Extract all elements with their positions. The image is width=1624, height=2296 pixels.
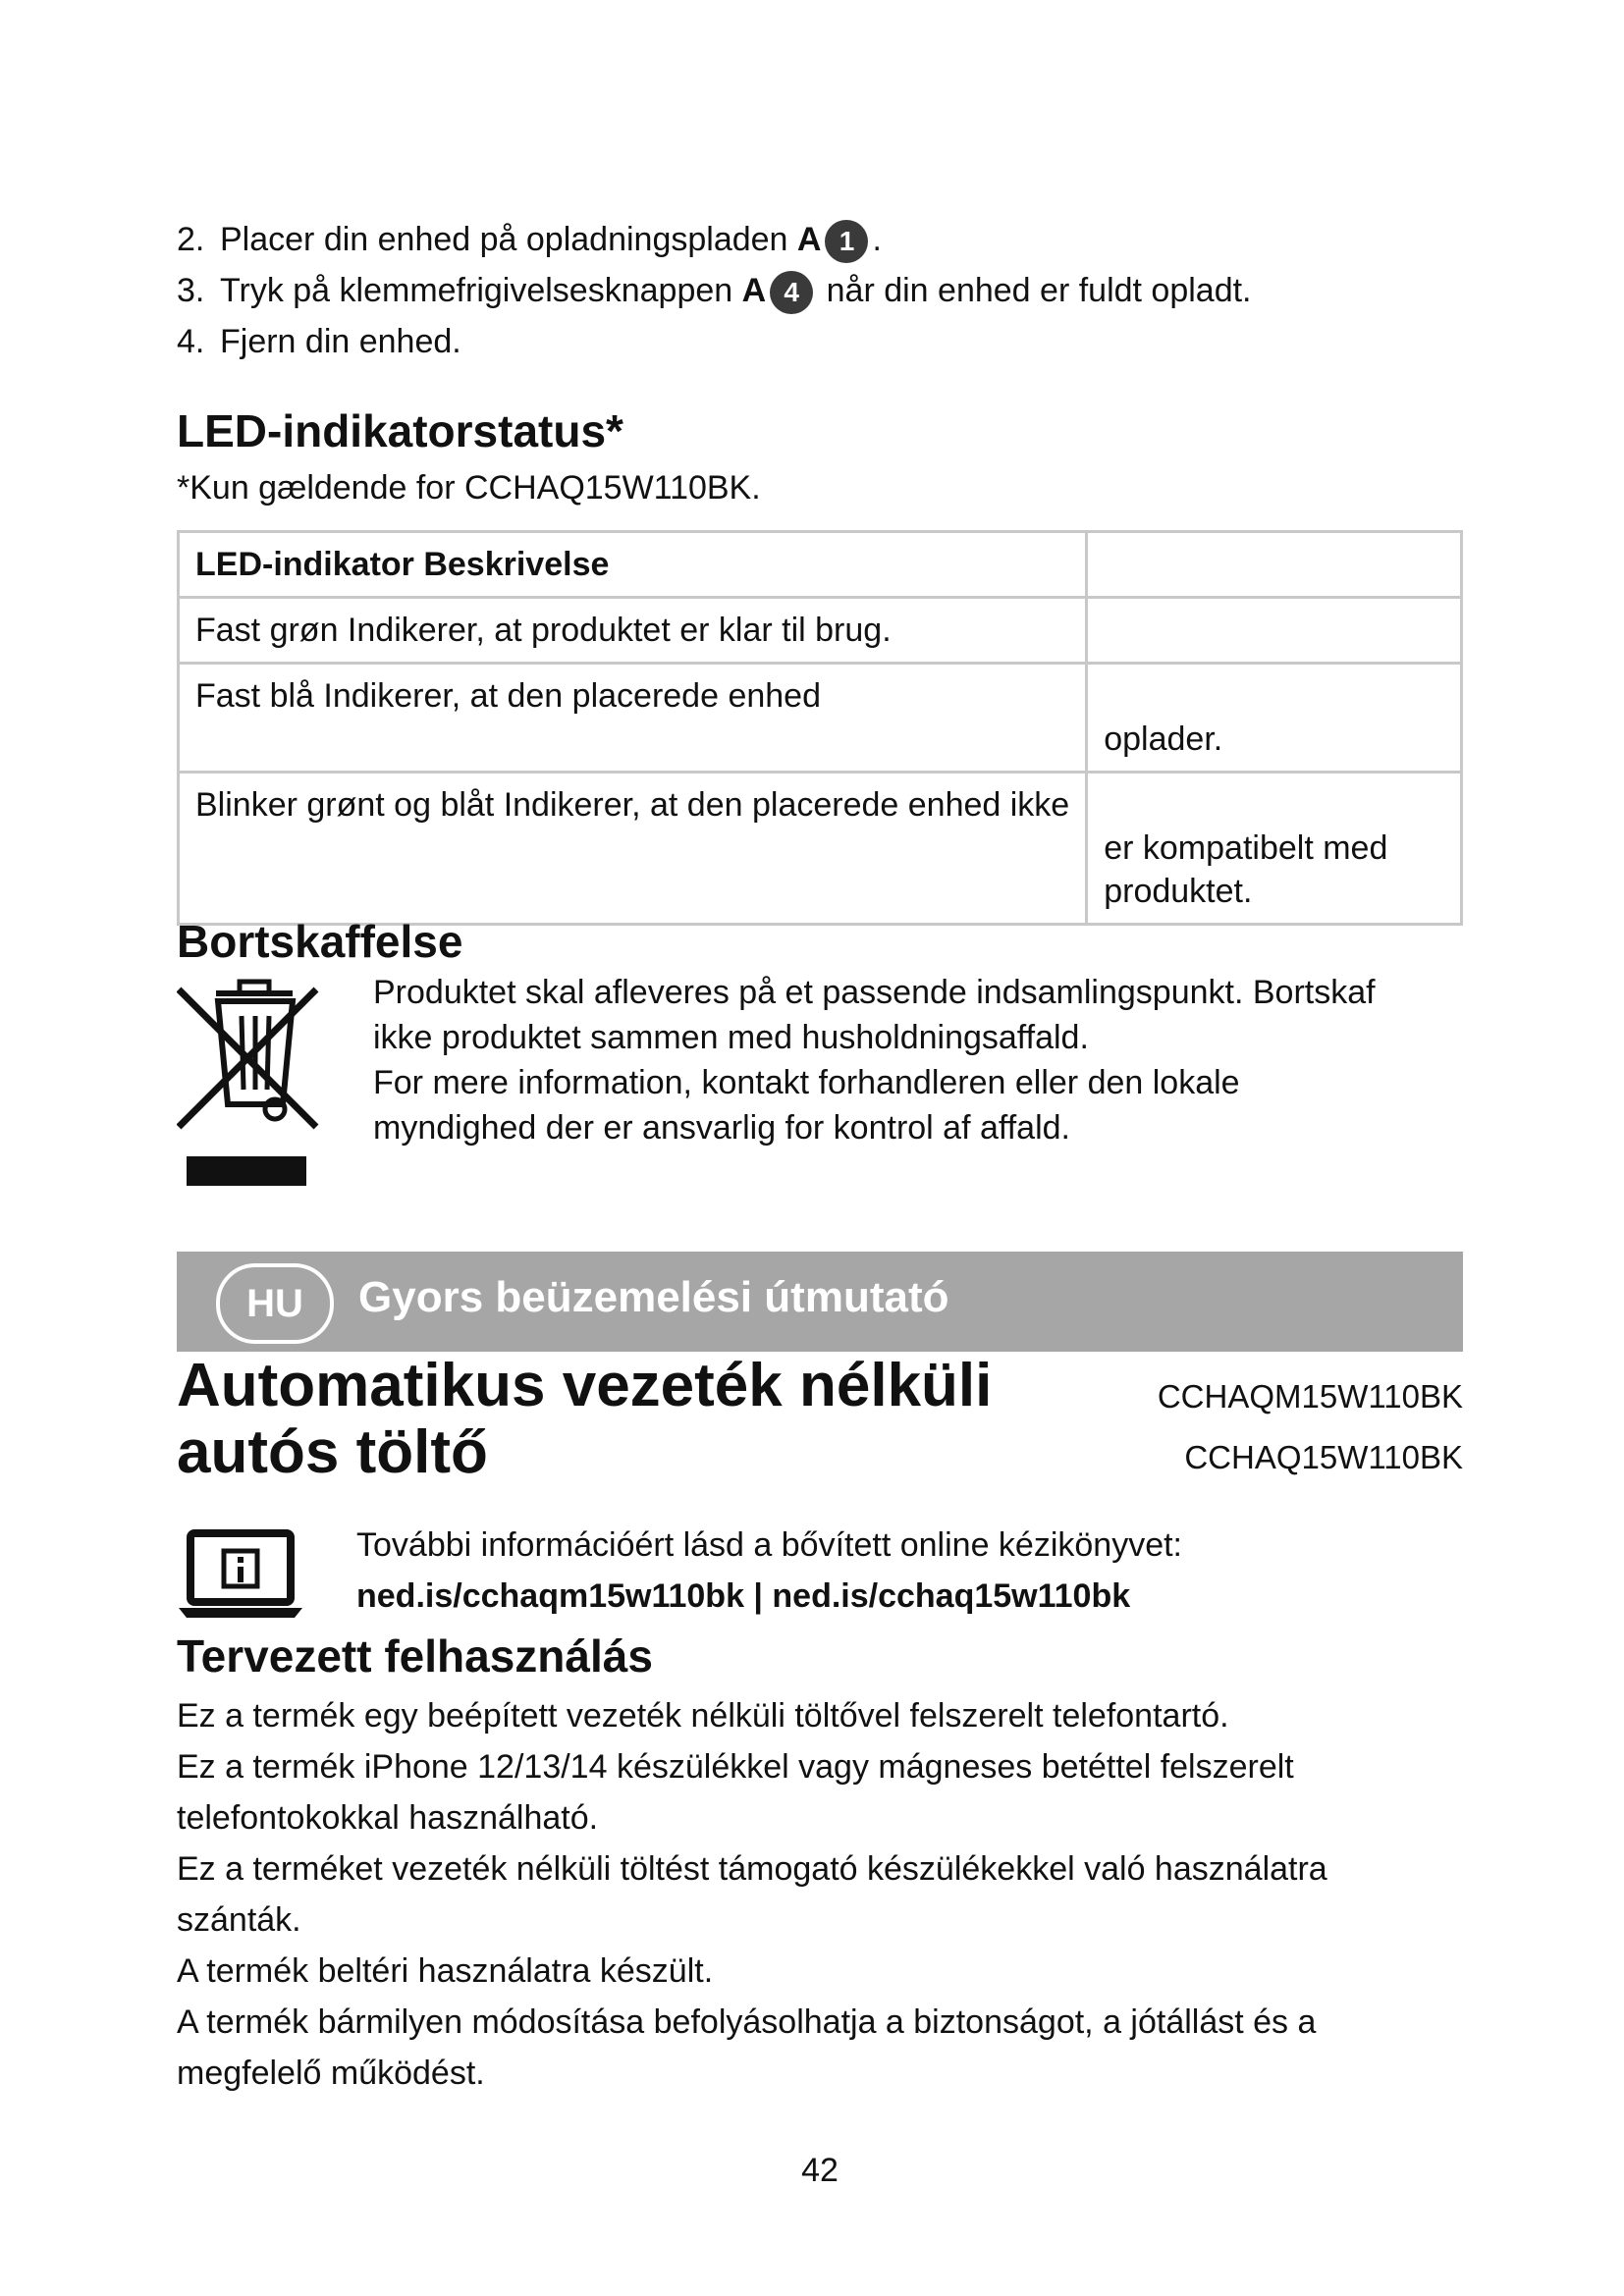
language-badge: HU xyxy=(216,1263,334,1344)
table-cell: oplader. xyxy=(1087,664,1462,773)
manual-info: További információért lásd a bővített online kézikönyvet: ned.is/cchaqm15w110bk | ned.is/cchaq15w110bk xyxy=(356,1520,1182,1622)
step-3: 3. Tryk på klemmefrigivelsesknappen A 4 når din enhed er fuldt opladt. xyxy=(177,265,1252,316)
callout-badge: 4 xyxy=(770,271,813,314)
table-cell: er kompatibelt med produktet. xyxy=(1087,773,1462,925)
table-cell: Blinker grønt og blåt Indikerer, at den placerede enhed ikke xyxy=(179,773,1087,925)
led-status-note: *Kun gældende for CCHAQ15W110BK. xyxy=(177,469,761,507)
step-2: 2. Placer din enhed på opladningspladen A 1 . xyxy=(177,214,1252,265)
banner-title: Gyors beüzemelési útmutató xyxy=(358,1273,949,1321)
model-number: CCHAQ15W110BK xyxy=(1184,1439,1463,1475)
intended-use-heading: Tervezett felhasználás xyxy=(177,1630,653,1682)
led-status-table xyxy=(177,530,1463,926)
paragraph: Ez a terméket vezeték nélküli töltést támogató készülékekkel való használatra szánták. xyxy=(177,1850,1327,1939)
paragraph: Ez a termék egy beépített vezeték nélküli töltővel felszerelt telefontartó. xyxy=(177,1697,1229,1735)
product-title: Automatikus vezeték nélküli autós töltő xyxy=(177,1352,993,1486)
model-numbers xyxy=(1158,1366,1463,1488)
table-cell: Fast grøn Indikerer, at produktet er klar til brug. xyxy=(179,598,1087,664)
table-header-row xyxy=(179,532,1462,598)
step-4: 4. Fjern din enhed. xyxy=(177,323,461,360)
laptop-info-icon xyxy=(177,1529,304,1622)
paragraph: Ez a termék iPhone 12/13/14 készülékkel vagy mágneses betéttel felszerelt telefontokokkal használható. xyxy=(177,1748,1294,1837)
instruction-steps xyxy=(177,214,1252,367)
paragraph: A termék beltéri használatra készült. xyxy=(177,1952,714,1990)
weee-crossed-bin-icon xyxy=(177,972,324,1198)
table-header-cell xyxy=(1087,532,1462,598)
disposal-text: Produktet skal afleveres på et passende indsamlingspunkt. Bortskaf ikke produktet sammen med husholdningsaffald. For mere information, kontakt forhandleren eller den lokale myndighed der er ansvarlig for kontrol af affald. xyxy=(373,974,1376,1147)
table-row xyxy=(179,664,1462,773)
disposal-heading: Bortskaffelse xyxy=(177,916,463,967)
callout-badge: 1 xyxy=(825,220,868,263)
model-number: CCHAQM15W110BK xyxy=(1157,1378,1463,1415)
paragraph: A termék bármilyen módosítása befolyásolhatja a biztonságot, a jótállást és a megfelelő működést. xyxy=(177,2003,1317,2092)
table-row xyxy=(179,773,1462,925)
table-header-cell: LED-indikator Beskrivelse xyxy=(179,532,1087,598)
page-number: 42 xyxy=(801,2152,839,2189)
manual-links[interactable]: ned.is/cchaqm15w110bk | ned.is/cchaq15w110bk xyxy=(356,1577,1131,1615)
table-row xyxy=(179,598,1462,664)
table-cell: Fast blå Indikerer, at den placerede enhed xyxy=(179,664,1087,773)
language-banner xyxy=(177,1252,1463,1352)
led-status-heading: LED-indikatorstatus* xyxy=(177,405,623,456)
intended-use-body xyxy=(177,1690,1463,2099)
table-cell xyxy=(1087,598,1462,664)
